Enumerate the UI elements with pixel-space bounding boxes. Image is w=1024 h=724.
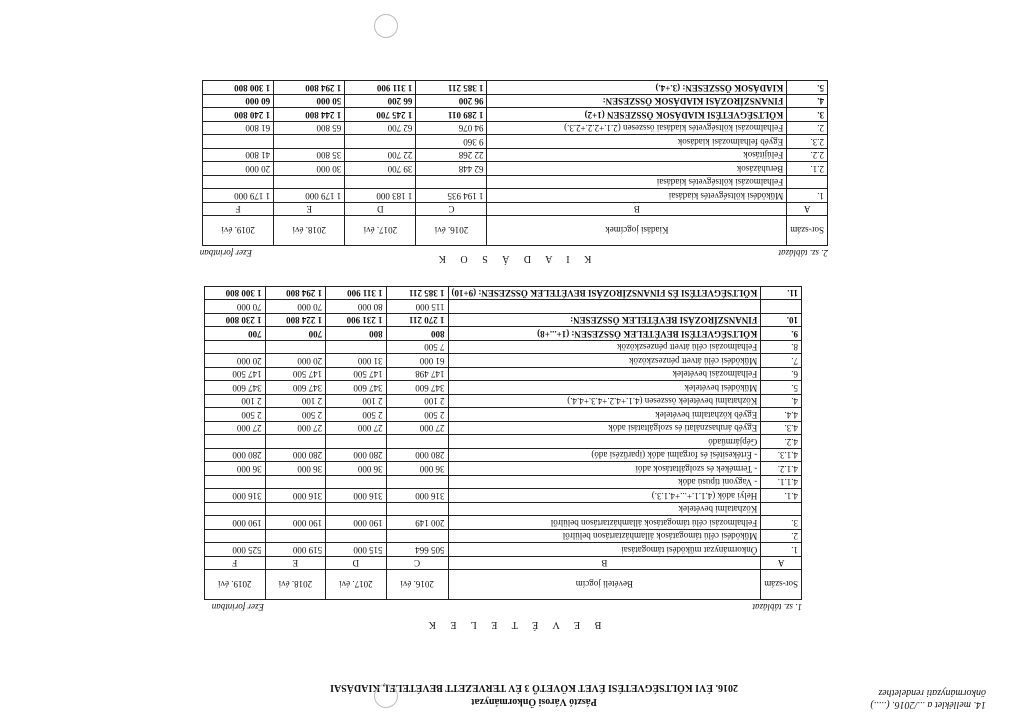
value-2016: 505 664 [386, 543, 448, 557]
value-2019: 20 000 [203, 162, 274, 176]
value-2019: 280 000 [205, 449, 266, 463]
value-2016: 316 000 [386, 489, 448, 503]
revenue-row [205, 395, 802, 409]
row-number: 1. [761, 543, 802, 557]
row-label: Egyéb áruhasználati és szolgáltatási adók [448, 422, 761, 436]
value-2019 [203, 135, 274, 149]
header-label: Bevételi jogcím [448, 570, 761, 600]
value-2017: 2 100 [326, 395, 387, 409]
revenue-row [205, 449, 802, 463]
revenue-row [205, 435, 802, 449]
revenue-row [205, 408, 802, 422]
header-2016: 2016. évi [416, 216, 487, 246]
value-2019: 20 000 [205, 354, 266, 368]
revenue-row [205, 462, 802, 476]
value-2018 [274, 135, 345, 149]
expenses-row [203, 122, 828, 136]
value-2017 [345, 135, 416, 149]
value-2017 [326, 503, 387, 517]
value-2018: 70 000 [265, 300, 326, 314]
row-number: 4.3. [761, 422, 802, 436]
row-label: - Vagyoni típusú adók [448, 476, 761, 490]
value-2018 [265, 476, 326, 490]
expenses-row [203, 162, 828, 176]
annex-line-1: 14. melléklet a .../2016. (.....) [870, 699, 986, 710]
letter-cell: A [787, 203, 828, 216]
row-label: Közhatalmi bevételek [448, 503, 761, 517]
row-label: Felhalmozási célú támogatások államháztartáson belülről [448, 516, 761, 530]
value-2018 [265, 503, 326, 517]
letter-cell: D [345, 203, 416, 216]
revenue-header-row [205, 570, 802, 600]
expenses-table [202, 81, 828, 247]
value-2016: 147 498 [386, 368, 448, 382]
value-2017: 22 700 [345, 149, 416, 163]
revenue-row [205, 327, 802, 341]
row-number: 2.2. [787, 149, 828, 163]
row-label: Felhalmozási költségvetés kiadásai [487, 176, 787, 190]
row-label: FINANSZÍROZÁSI BEVÉTELEK ÖSSZESEN: [448, 314, 761, 328]
value-2017: 66 200 [345, 95, 416, 109]
value-2016: 280 000 [386, 449, 448, 463]
revenue-row [205, 422, 802, 436]
expenses-section-title: K I A D Á S O K [432, 253, 592, 264]
row-label: Működési célú támogatások államháztartáson belülről [448, 530, 761, 544]
row-number [787, 176, 828, 190]
value-2017: 31 000 [326, 354, 387, 368]
row-label: Működési bevételek [448, 381, 761, 395]
row-number: 4. [787, 95, 828, 109]
expenses-unit: Ezer forintban [199, 248, 252, 258]
row-number: 10. [761, 314, 802, 328]
value-2019 [205, 503, 266, 517]
value-2016: 1 289 011 [416, 108, 487, 122]
value-2019: 190 000 [205, 516, 266, 530]
value-2019: 36 000 [205, 462, 266, 476]
value-2018: 147 500 [265, 368, 326, 382]
value-2019: 60 000 [203, 95, 274, 109]
value-2019: 1 179 000 [203, 189, 274, 203]
letter-cell: C [386, 557, 448, 570]
value-2017: 800 [326, 327, 387, 341]
value-2017: 147 500 [326, 368, 387, 382]
document-title [294, 680, 774, 708]
row-label: Gépjárműadó [448, 435, 761, 449]
row-label: Egyéb közhatalmi bevételek [448, 408, 761, 422]
value-2017 [326, 435, 387, 449]
value-2017 [326, 476, 387, 490]
value-2019 [205, 530, 266, 544]
value-2017: 80 000 [326, 300, 387, 314]
row-label: Önkormányzat működési támogatásai [448, 543, 761, 557]
value-2019 [203, 176, 274, 190]
letter-cell: F [205, 557, 266, 570]
value-2019: 1 300 800 [205, 287, 266, 301]
value-2018: 20 000 [265, 354, 326, 368]
value-2018: 700 [265, 327, 326, 341]
value-2017: 1 231 900 [326, 314, 387, 328]
value-2017: 316 000 [326, 489, 387, 503]
value-2018: 1 224 800 [265, 314, 326, 328]
expenses-header-row [203, 216, 828, 246]
value-2017: 190 000 [326, 516, 387, 530]
value-2016 [386, 503, 448, 517]
revenue-row [205, 530, 802, 544]
header-2019: 2019. évi [205, 570, 266, 600]
row-label: - Termékek és szolgáltatások adói [448, 462, 761, 476]
row-number: 3. [787, 108, 828, 122]
header-2019: 2019. évi [203, 216, 274, 246]
letter-cell: C [416, 203, 487, 216]
value-2017: 62 700 [345, 122, 416, 136]
value-2016: 800 [386, 327, 448, 341]
value-2016: 1 270 211 [386, 314, 448, 328]
revenue-row [205, 354, 802, 368]
letter-cell: B [448, 557, 761, 570]
revenue-section-title: B E V É T E L E K [422, 619, 602, 630]
row-number: 5. [787, 81, 828, 95]
value-2019: 316 000 [205, 489, 266, 503]
row-label: Közhatalmi bevételek összesen (4.1.+4.2.+4.3.+4.4.) [448, 395, 761, 409]
row-label: FINANSZÍROZÁSI KIADÁSOK ÖSSZESEN: [487, 95, 787, 109]
value-2016 [416, 176, 487, 190]
revenue-row [205, 516, 802, 530]
value-2018: 1 294 800 [274, 81, 345, 95]
value-2018: 27 000 [265, 422, 326, 436]
revenue-table [204, 286, 802, 600]
revenue-row [205, 489, 802, 503]
expenses-row [203, 108, 828, 122]
value-2018: 35 800 [274, 149, 345, 163]
row-number: 2.1. [787, 162, 828, 176]
row-number: 8. [761, 341, 802, 355]
value-2019 [205, 435, 266, 449]
row-number: 2. [761, 530, 802, 544]
value-2016: 1 194 935 [416, 189, 487, 203]
header-2017: 2017. évi [345, 216, 416, 246]
value-2016: 200 149 [386, 516, 448, 530]
value-2017: 39 700 [345, 162, 416, 176]
value-2016: 115 000 [386, 300, 448, 314]
expenses-rows [203, 81, 828, 203]
value-2019: 2 100 [205, 395, 266, 409]
header-2017: 2017. évi [326, 570, 387, 600]
annex-line-2: önkormányzati rendelethez [878, 687, 986, 698]
value-2018 [274, 176, 345, 190]
value-2019: 1 230 800 [205, 314, 266, 328]
row-label: KÖLTSÉGVETÉSI BEVÉTELEK ÖSSZESEN: (1+...+8) [448, 327, 761, 341]
title-line-2: 2016. ÉVI KÖLTSÉGVETÉSI ÉVET KÖVETŐ 3 ÉV TERVEZETT BEVÉTELEI, KIADÁSAI [330, 682, 738, 693]
revenue-row [205, 314, 802, 328]
row-number: 3. [761, 516, 802, 530]
value-2018 [265, 435, 326, 449]
value-2016: 62 448 [416, 162, 487, 176]
row-number: 6. [761, 368, 802, 382]
expenses-row [203, 135, 828, 149]
punch-hole [374, 684, 398, 708]
value-2019: 700 [205, 327, 266, 341]
expenses-row [203, 189, 828, 203]
revenue-table-number: 1. sz. táblázat [752, 602, 802, 612]
value-2016 [386, 435, 448, 449]
revenue-row [205, 381, 802, 395]
row-number: 5. [761, 381, 802, 395]
expenses-table-number: 2. sz. táblázat [778, 248, 828, 258]
row-number: 4. [761, 395, 802, 409]
row-number: 4.1.2. [761, 462, 802, 476]
value-2017: 347 600 [326, 381, 387, 395]
value-2016: 36 000 [386, 462, 448, 476]
value-2017: 2 500 [326, 408, 387, 422]
revenue-letter-row [205, 557, 802, 570]
value-2017 [326, 341, 387, 355]
value-2019: 347 600 [205, 381, 266, 395]
row-label: KÖLTSÉGVETÉSI KIADÁSOK ÖSSZESEN (1+2) [487, 108, 787, 122]
row-label: Működési költségvetés kiadásai [487, 189, 787, 203]
value-2016: 7 500 [386, 341, 448, 355]
value-2019: 525 000 [205, 543, 266, 557]
value-2018: 36 000 [265, 462, 326, 476]
value-2018: 50 000 [274, 95, 345, 109]
value-2019: 61 800 [203, 122, 274, 136]
value-2019: 70 000 [205, 300, 266, 314]
value-2016: 94 076 [416, 122, 487, 136]
expenses-row [203, 81, 828, 95]
row-label [448, 300, 761, 314]
header-2016: 2016. évi [386, 570, 448, 600]
revenue-unit: Ezer forintban [211, 602, 264, 612]
title-line-1: Pásztó Városi Önkormányzat [471, 696, 597, 707]
value-2016 [386, 476, 448, 490]
value-2017 [345, 176, 416, 190]
letter-cell: E [274, 203, 345, 216]
value-2019: 27 000 [205, 422, 266, 436]
revenue-row [205, 503, 802, 517]
value-2017 [326, 530, 387, 544]
value-2016: 2 500 [386, 408, 448, 422]
header-label: Kiadási jogcímek [487, 216, 787, 246]
value-2017: 1 245 700 [345, 108, 416, 122]
row-number: 4.1. [761, 489, 802, 503]
letter-cell: E [265, 557, 326, 570]
row-label: Felújítások [487, 149, 787, 163]
row-number: 7. [761, 354, 802, 368]
expenses-row [203, 176, 828, 190]
value-2019: 41 800 [203, 149, 274, 163]
letter-cell: A [761, 557, 802, 570]
value-2016: 1 385 211 [386, 287, 448, 301]
value-2016: 1 385 211 [416, 81, 487, 95]
letter-cell: F [203, 203, 274, 216]
revenue-row [205, 476, 802, 490]
value-2019 [205, 476, 266, 490]
row-label: Helyi adók (4.1.1.+...+4.1.3.) [448, 489, 761, 503]
row-number: 2.3. [787, 135, 828, 149]
row-number: 4.4. [761, 408, 802, 422]
row-number [761, 503, 802, 517]
row-label: KÖLTSÉGVETÉSI ÉS FINANSZÍROZÁSI BEVÉTELEK ÖSSZESEN: (9+10) [448, 287, 761, 301]
value-2017: 1 311 900 [326, 287, 387, 301]
row-label: - Értékesítési és forgalmi adók (iparűzési adó) [448, 449, 761, 463]
row-label: Működési célú átvett pénzeszközök [448, 354, 761, 368]
value-2019: 2 500 [205, 408, 266, 422]
value-2017: 1 183 000 [345, 189, 416, 203]
header-row-number: Sor-szám [787, 216, 828, 246]
header-row-number: Sor-szám [761, 570, 802, 600]
value-2017: 1 311 900 [345, 81, 416, 95]
revenue-row [205, 300, 802, 314]
letter-cell: B [487, 203, 787, 216]
header-2018: 2018. évi [274, 216, 345, 246]
value-2018: 1 294 800 [265, 287, 326, 301]
row-number: 4.1.3. [761, 449, 802, 463]
revenue-row [205, 287, 802, 301]
value-2016: 2 100 [386, 395, 448, 409]
value-2019: 1 240 800 [203, 108, 274, 122]
row-label: Beruházások [487, 162, 787, 176]
value-2018 [265, 530, 326, 544]
value-2017: 36 000 [326, 462, 387, 476]
annex-annotation [870, 686, 986, 710]
row-label: Felhalmozási költségvetés kiadásai összesen (2.1.+2.2.+2.3.) [487, 122, 787, 136]
value-2017: 280 000 [326, 449, 387, 463]
value-2016: 347 600 [386, 381, 448, 395]
value-2018: 190 000 [265, 516, 326, 530]
row-number: 4.2. [761, 435, 802, 449]
expenses-row [203, 95, 828, 109]
value-2018: 347 600 [265, 381, 326, 395]
value-2018: 65 800 [274, 122, 345, 136]
revenue-row [205, 341, 802, 355]
value-2016: 9 360 [416, 135, 487, 149]
row-number: 11. [761, 287, 802, 301]
letter-cell: D [326, 557, 387, 570]
row-label: KIADÁSOK ÖSSZESEN: (3.+4.) [487, 81, 787, 95]
value-2016: 22 268 [416, 149, 487, 163]
value-2018: 30 000 [274, 162, 345, 176]
value-2018: 1 179 000 [274, 189, 345, 203]
value-2018: 2 100 [265, 395, 326, 409]
value-2016: 61 000 [386, 354, 448, 368]
revenue-rows [205, 287, 802, 557]
row-label: Egyéb felhalmozási kiadások [487, 135, 787, 149]
revenue-row [205, 543, 802, 557]
value-2018: 316 000 [265, 489, 326, 503]
expenses-letter-row [203, 203, 828, 216]
row-number: 9. [761, 327, 802, 341]
value-2016: 27 000 [386, 422, 448, 436]
expenses-row [203, 149, 828, 163]
value-2019 [205, 341, 266, 355]
row-number: 2. [787, 122, 828, 136]
value-2018: 280 000 [265, 449, 326, 463]
row-label: Felhalmozási bevételek [448, 368, 761, 382]
row-label: Felhalmozási célú átvett pénzeszközök [448, 341, 761, 355]
value-2016: 96 200 [416, 95, 487, 109]
value-2016 [386, 530, 448, 544]
value-2017: 27 000 [326, 422, 387, 436]
value-2017: 515 000 [326, 543, 387, 557]
value-2018: 519 000 [265, 543, 326, 557]
row-number: 4.1.1. [761, 476, 802, 490]
value-2018: 1 244 800 [274, 108, 345, 122]
row-number [761, 300, 802, 314]
header-2018: 2018. évi [265, 570, 326, 600]
value-2019: 147 500 [205, 368, 266, 382]
revenue-row [205, 368, 802, 382]
row-number: 1. [787, 189, 828, 203]
value-2018 [265, 341, 326, 355]
value-2019: 1 300 800 [203, 81, 274, 95]
punch-hole [374, 14, 398, 38]
value-2018: 2 500 [265, 408, 326, 422]
